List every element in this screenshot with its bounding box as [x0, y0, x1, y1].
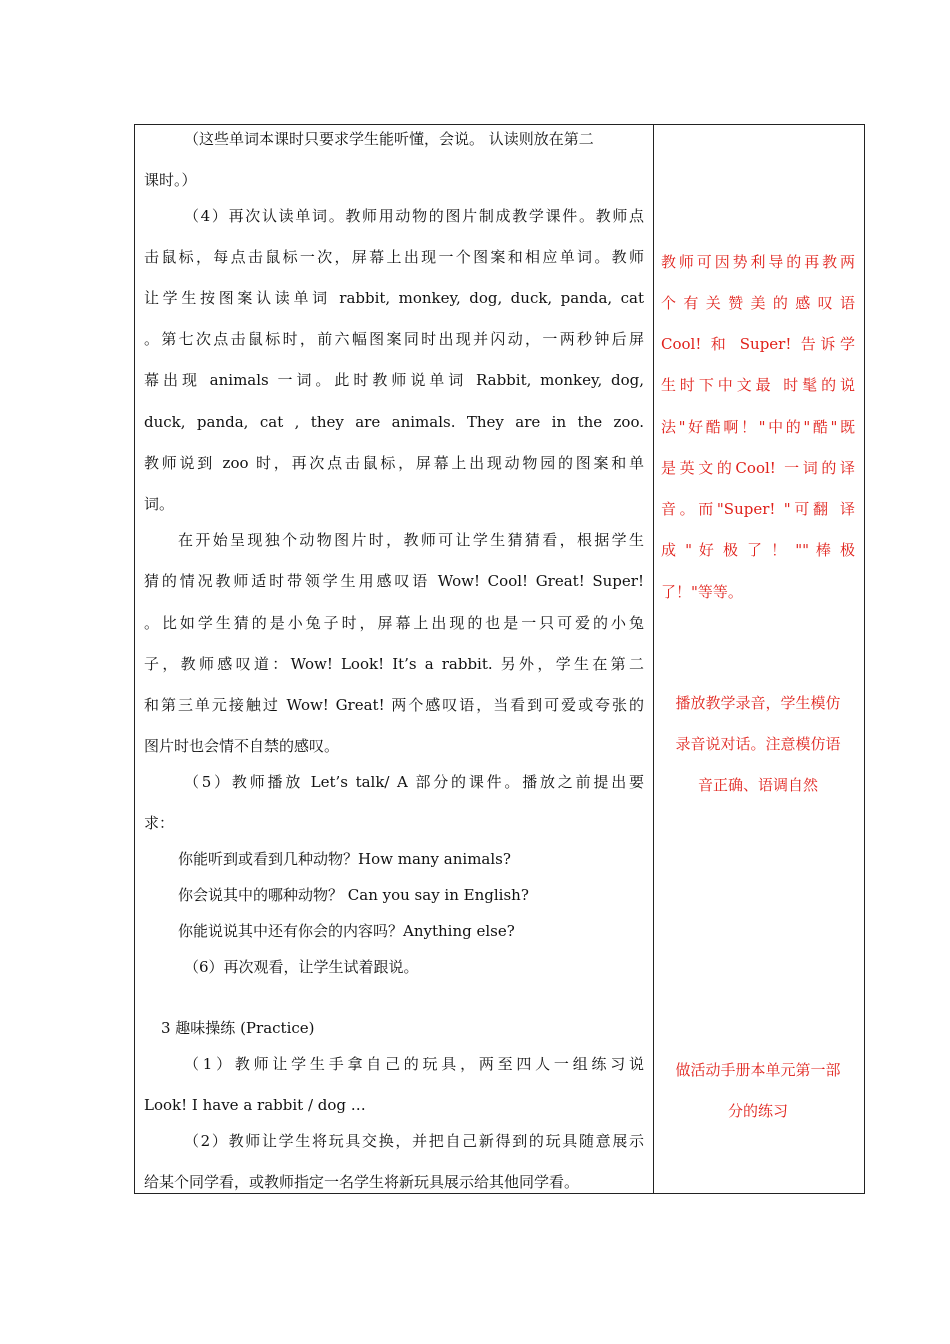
- text-line: 猜的情况教师适时带领学生用感叹语 Wow! Cool! Great! Super!: [144, 572, 644, 590]
- text-line: 教师说到 zoo 时，再次点击鼠标，屏幕上出现动物园的图案和单: [144, 454, 644, 472]
- note-line: 音正确、语调自然: [697, 776, 818, 794]
- text-line: Look! I have a rabbit / dog …: [144, 1096, 366, 1114]
- note-line: 做活动手册本单元第一部: [675, 1061, 841, 1079]
- text-line: 击鼠标，每点击鼠标一次，屏幕上出现一个图案和相应单词。教师: [144, 248, 644, 266]
- text-line: 词。: [144, 495, 175, 513]
- text-line: 幕出现 animals 一词。此时教师说单词 Rabbit, monkey, dog,: [144, 371, 644, 389]
- text-line: 给某个同学看，或教师指定一名学生将新玩具展示给其他同学看。: [144, 1173, 580, 1191]
- note-line: 成 " 好 极 了 ！ "" 棒 极: [661, 541, 855, 559]
- note-line: 录音说对话。注意模仿语: [675, 735, 841, 753]
- text-line: 你会说其中的哪种动物？ Can you say in English?: [178, 886, 529, 904]
- text-line: 求：: [144, 814, 175, 832]
- text-line: 子，教师感叹道：Wow! Look! It’s a rabbit. 另外，学生在第二: [144, 655, 644, 673]
- text-line: 在开始呈现独个动物图片时，教师可让学生猜猜看，根据学生: [178, 531, 644, 549]
- text-line: 你能说说其中还有你会的内容吗？Anything else?: [178, 922, 515, 940]
- lesson-plan-table: [134, 124, 865, 1194]
- text-line: 让学生按图案认读单词 rabbit, monkey, dog, duck, panda, cat: [144, 289, 644, 307]
- note-line: 播放教学录音，学生模仿: [675, 694, 841, 712]
- note-line: 个有关赞美的感叹语: [661, 294, 855, 312]
- text-line: duck, panda, cat , they are animals. They are in the zoo.: [144, 413, 644, 431]
- text-line: （4）再次认读单词。教师用动物的图片制成教学课件。教师点: [184, 207, 644, 225]
- text-line: （1）教师让学生手拿自己的玩具，两至四人一组练习说: [184, 1055, 644, 1073]
- text-line: 和第三单元接触过 Wow! Great! 两个感叹语，当看到可爱或夸张的: [144, 696, 644, 714]
- note-line: Cool! 和 Super! 告诉学: [661, 335, 855, 353]
- text-line: 。比如学生猜的是小兔子时，屏幕上出现的也是一只可爱的小兔: [144, 614, 644, 632]
- note-line: 分的练习: [727, 1102, 788, 1120]
- note-line: 生时下中文最 时髦的说: [661, 376, 855, 394]
- note-line: 是英文的Cool! 一词的译: [661, 459, 855, 477]
- note-line: 音。而"Super! "可翻 译: [661, 500, 855, 518]
- text-line: （2）教师让学生将玩具交换，并把自己新得到的玩具随意展示: [184, 1132, 644, 1150]
- note-line: 教师可因势利导的再教两: [661, 253, 855, 271]
- text-line: 图片时也会情不自禁的感叹。: [144, 737, 340, 755]
- note-line: 了！"等等。: [661, 583, 743, 601]
- note-line: 法"好酷啊！"中的"酷"既: [661, 418, 855, 436]
- text-line: 你能听到或看到几种动物？How many animals?: [178, 850, 511, 868]
- text-line: （这些单词本课时只要求学生能听懂，会说。 认读则放在第二: [184, 130, 594, 148]
- text-line: 课时。）: [144, 171, 197, 189]
- section-heading: 3 趣味操练 (Practice): [161, 1019, 315, 1037]
- text-line: （5）教师播放 Let’s talk/ A 部分的课件。播放之前提出要: [184, 773, 644, 791]
- text-line: （6）再次观看，让学生试着跟说。: [184, 958, 419, 976]
- column-divider: [653, 125, 654, 1193]
- text-line: 。第七次点击鼠标时，前六幅图案同时出现并闪动，一两秒钟后屏: [144, 330, 644, 348]
